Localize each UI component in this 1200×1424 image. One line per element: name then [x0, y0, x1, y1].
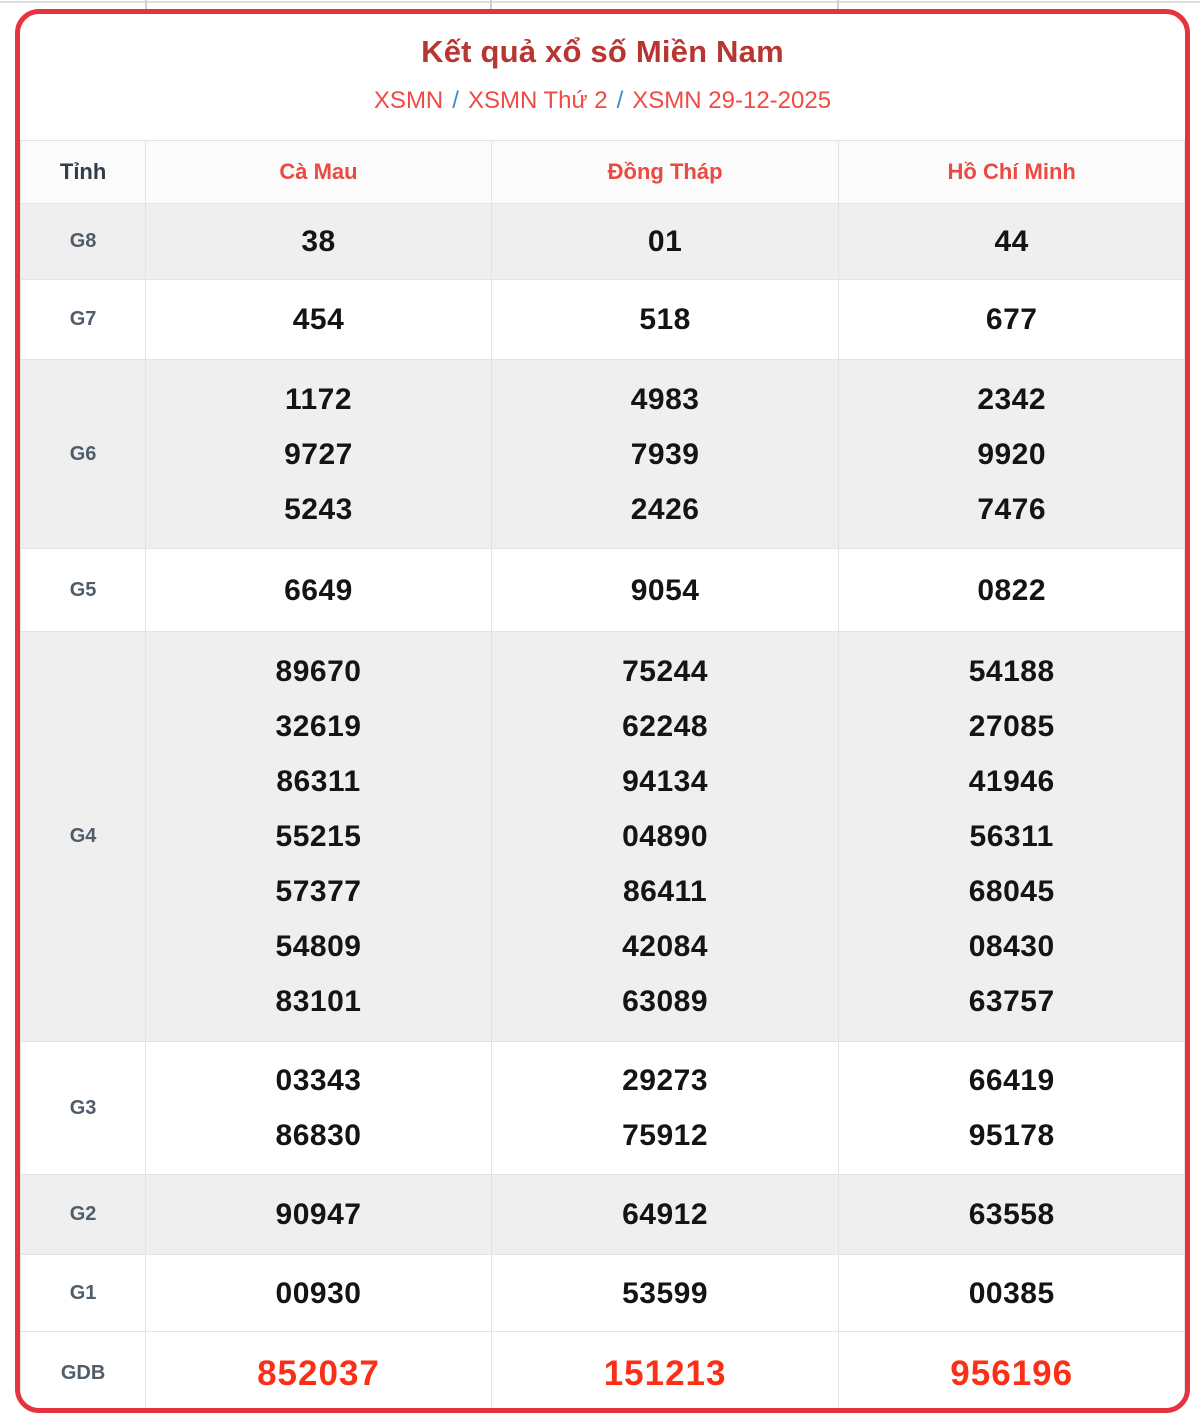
result-number: 86830	[275, 1119, 362, 1152]
result-number: 00930	[275, 1276, 362, 1310]
result-cell	[146, 280, 492, 360]
result-cell	[146, 1255, 492, 1332]
result-cell	[839, 1332, 1185, 1414]
result-cell	[839, 1042, 1185, 1175]
result-cell	[839, 280, 1185, 360]
result-cell	[146, 1175, 492, 1255]
prize-row-g8	[21, 204, 1185, 280]
result-number: 64912	[622, 1198, 709, 1231]
prize-row-gdb	[21, 1332, 1185, 1414]
prize-label-g2: G2	[21, 1175, 146, 1255]
prize-label-g3: G3	[21, 1042, 146, 1175]
remnant-column-divider	[490, 0, 492, 9]
result-cell	[146, 549, 492, 632]
breadcrumb	[30, 87, 1175, 115]
result-number: 518	[639, 303, 691, 336]
result-number: 0822	[977, 573, 1047, 607]
result-cell	[491, 1042, 839, 1175]
prize-label-g1: G1	[21, 1255, 146, 1332]
result-number: 41946	[968, 765, 1055, 798]
result-number: 54188	[968, 655, 1055, 688]
result-number: 6649	[284, 573, 353, 607]
results-body	[21, 204, 1185, 1414]
result-cell	[146, 204, 492, 280]
result-cell	[839, 549, 1185, 632]
result-cell	[839, 1255, 1185, 1332]
card-header	[20, 14, 1185, 140]
result-number: 27085	[968, 710, 1055, 743]
result-number: 454	[292, 303, 345, 336]
table-header-row	[21, 141, 1185, 204]
prize-row-g5	[21, 549, 1185, 632]
column-header-dong-thap[interactable]: Đồng Tháp	[491, 141, 839, 204]
result-cell	[146, 632, 492, 1042]
result-number: 38	[301, 225, 336, 258]
column-header-province: Tỉnh	[21, 141, 146, 204]
result-cell	[146, 1332, 492, 1414]
result-number: 62248	[622, 710, 709, 743]
result-number: 86411	[622, 875, 708, 908]
result-cell	[491, 632, 839, 1042]
result-cell	[491, 280, 839, 360]
result-cell	[491, 1332, 839, 1414]
prize-row-g1	[21, 1255, 1185, 1332]
result-number: 54809	[275, 930, 362, 963]
breadcrumb-separator: /	[452, 87, 459, 114]
result-number: 2426	[630, 492, 700, 526]
result-number: 04890	[622, 820, 709, 853]
result-cell	[146, 360, 492, 549]
result-number: 90947	[275, 1198, 362, 1231]
result-number: 86311	[276, 765, 361, 798]
result-number: 7476	[977, 492, 1047, 526]
result-number: 75912	[622, 1119, 709, 1152]
result-number: 63089	[622, 985, 709, 1018]
prize-label-gdb: GDB	[21, 1332, 146, 1414]
result-number: 29273	[622, 1064, 709, 1097]
result-number: 1172	[284, 382, 353, 416]
result-number: 89670	[275, 655, 362, 688]
result-number: 32619	[275, 710, 362, 743]
result-number: 63558	[968, 1198, 1055, 1231]
result-number: 5243	[284, 492, 353, 526]
result-cell	[839, 204, 1185, 280]
result-cell	[146, 1042, 492, 1175]
result-number: 08430	[968, 930, 1055, 963]
breadcrumb-link-xsmn[interactable]: XSMN	[373, 87, 444, 114]
result-number: 83101	[275, 985, 362, 1018]
result-number: 00385	[968, 1276, 1055, 1310]
result-number: 9920	[977, 437, 1047, 471]
prize-label-g5: G5	[21, 549, 146, 632]
result-number: 66419	[968, 1064, 1055, 1097]
result-number: 852037	[257, 1354, 380, 1393]
breadcrumb-link-xsmn-date[interactable]: XSMN 29-12-2025	[632, 87, 832, 114]
prize-row-g4	[21, 632, 1185, 1042]
result-number: 9727	[284, 437, 353, 471]
result-number: 55215	[275, 820, 362, 853]
result-number: 94134	[622, 765, 709, 798]
result-number: 53599	[622, 1276, 709, 1310]
result-number: 57377	[275, 875, 362, 908]
result-number: 68045	[968, 875, 1055, 908]
page-title: Kết quả xổ số Miền Nam	[421, 34, 784, 69]
result-number: 42084	[622, 930, 709, 963]
result-number: 7939	[630, 437, 700, 471]
lottery-results-card	[15, 9, 1190, 1413]
prize-row-g7	[21, 280, 1185, 360]
result-cell	[839, 632, 1185, 1042]
column-header-ho-chi-minh[interactable]: Hồ Chí Minh	[839, 141, 1185, 204]
result-cell	[839, 360, 1185, 549]
result-number: 956196	[950, 1354, 1074, 1393]
result-number: 95178	[968, 1119, 1055, 1152]
result-number: 03343	[275, 1064, 362, 1097]
remnant-column-divider	[145, 0, 147, 9]
breadcrumb-separator: /	[616, 87, 624, 114]
result-number: 151213	[603, 1354, 727, 1393]
result-cell	[491, 1175, 839, 1255]
result-number: 56311	[969, 820, 1054, 853]
result-number: 01	[647, 225, 683, 258]
result-cell	[491, 360, 839, 549]
result-number: 44	[994, 225, 1029, 258]
result-cell	[839, 1175, 1185, 1255]
result-number: 63757	[968, 985, 1055, 1018]
remnant-column-divider	[837, 0, 839, 9]
results-table	[20, 140, 1185, 1413]
column-header-ca-mau[interactable]: Cà Mau	[146, 141, 492, 204]
result-cell	[491, 1255, 839, 1332]
prize-row-g3	[21, 1042, 1185, 1175]
prize-row-g6	[21, 360, 1185, 549]
result-number: 4983	[630, 382, 700, 416]
result-cell	[491, 204, 839, 280]
result-number: 75244	[622, 655, 709, 688]
breadcrumb-link-xsmn-weekday[interactable]: XSMN Thứ 2	[467, 87, 608, 114]
prize-label-g7: G7	[21, 280, 146, 360]
result-number: 677	[985, 303, 1038, 336]
prize-label-g4: G4	[21, 632, 146, 1042]
result-number: 9054	[630, 573, 700, 607]
prize-row-g2	[21, 1175, 1185, 1255]
prize-label-g6: G6	[21, 360, 146, 549]
prize-label-g8: G8	[21, 204, 146, 280]
result-number: 2342	[977, 382, 1047, 416]
result-cell	[491, 549, 839, 632]
remnant-border-line	[0, 1, 1200, 3]
